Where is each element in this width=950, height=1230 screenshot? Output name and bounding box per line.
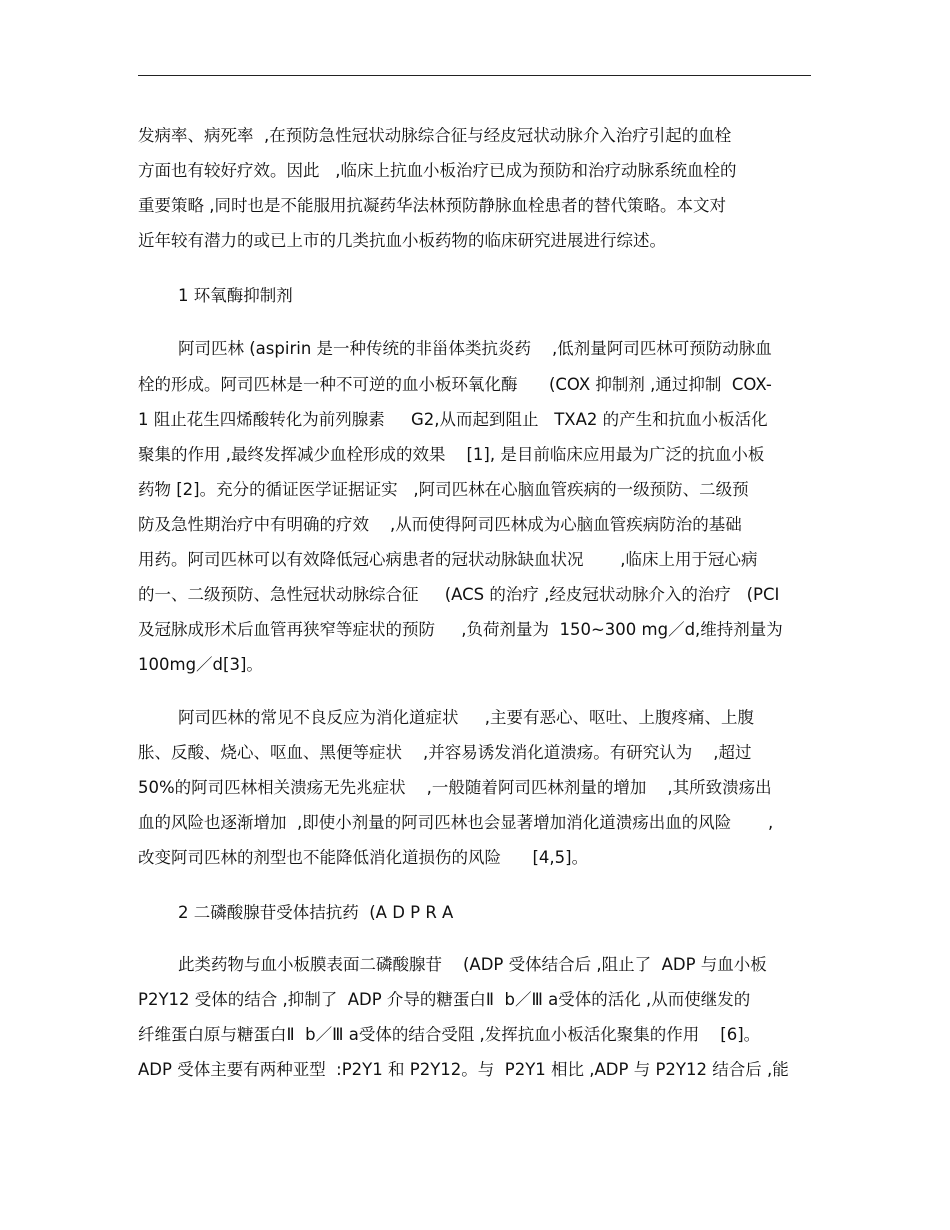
text-line: 近年较有潜力的或已上市的几类抗血小板药物的临床研究进展进行综述。 (138, 231, 666, 250)
text-line: 药物 [2]。充分的循证医学证据证实 ,阿司匹林在心脑血管疾病的一级预防、二级预 (138, 480, 749, 499)
text-line: 纤维蛋白原与糖蛋白Ⅱ b／Ⅲ a受体的结合受阻 ,发挥抗血小板活化聚集的作用 [6]。 (138, 1025, 761, 1044)
text-line: 及冠脉成形术后血管再狭窄等症状的预防 ,负荷剂量为 150~300 mg／d,维持剂量为 (138, 620, 783, 639)
header-rule (138, 75, 811, 76)
text-line: 重要策略 ,同时也是不能服用抗凝药华法林预防静脉血栓患者的替代策略。本文对 (138, 196, 726, 215)
text-line: 阿司匹林的常见不良反应为消化道症状 ,主要有恶心、呕吐、上腹疼痛、上腹 (178, 708, 754, 727)
section-heading-1: 1 环氧酶抑制剂 (178, 286, 293, 305)
text-line: P2Y12 受体的结合 ,抑制了 ADP 介导的糖蛋白Ⅱ b／Ⅲ a受体的活化 ,从而使继发的 (138, 990, 751, 1009)
text-line: 防及急性期治疗中有明确的疗效 ,从而使得阿司匹林成为心脑血管疾病防治的基础 (138, 515, 742, 534)
text-line: 聚集的作用 ,最终发挥减少血栓形成的效果 [1], 是目前临床应用最为广泛的抗血小板 (138, 445, 765, 464)
text-line: 栓的形成。阿司匹林是一种不可逆的血小板环氧化酶 (COX 抑制剂 ,通过抑制 COX- (138, 375, 772, 394)
text-line: 用药。阿司匹林可以有效降低冠心病患者的冠状动脉缺血状况 ,临床上用于冠心病 (138, 550, 758, 569)
text-line: 血的风险也逐渐增加 ,即使小剂量的阿司匹林也会显著增加消化道溃疡出血的风险 , (138, 813, 774, 832)
text-line: 改变阿司匹林的剂型也不能降低消化道损伤的风险 [4,5]。 (138, 848, 589, 867)
text-line: 50%的阿司匹林相关溃疡无先兆症状 ,一般随着阿司匹林剂量的增加 ,其所致溃疡出 (138, 778, 772, 797)
text-line: 阿司匹林 (aspirin 是一种传统的非甾体类抗炎药 ,低剂量阿司匹林可预防动脉血 (178, 339, 772, 358)
text-line: 胀、反酸、烧心、呕血、黑便等症状 ,并容易诱发消化道溃疡。有研究认为 ,超过 (138, 743, 752, 762)
section-heading-2: 2 二磷酸腺苷受体拮抗药 (A D P R A (178, 903, 454, 922)
text-line: ADP 受体主要有两种亚型 :P2Y1 和 P2Y12。与 P2Y1 相比 ,ADP 与 P2Y12 结合后 ,能 (138, 1060, 789, 1079)
text-line: 方面也有较好疗效。因此 ,临床上抗血小板治疗已成为预防和治疗动脉系统血栓的 (138, 161, 737, 180)
text-line: 的一、二级预防、急性冠状动脉综合征 (ACS 的治疗 ,经皮冠状动脉介入的治疗 (PCI (138, 585, 780, 604)
text-line: 发病率、病死率 ,在预防急性冠状动脉综合征与经皮冠状动脉介入治疗引起的血栓 (138, 126, 732, 145)
text-line: 此类药物与血小板膜表面二磷酸腺苷 (ADP 受体结合后 ,阻止了 ADP 与血小板 (178, 955, 767, 974)
text-line: 100mg／d[3]。 (138, 655, 263, 674)
text-line: 1 阻止花生四烯酸转化为前列腺素 G2,从而起到阻止 TXA2 的产生和抗血小板活化 (138, 410, 768, 429)
